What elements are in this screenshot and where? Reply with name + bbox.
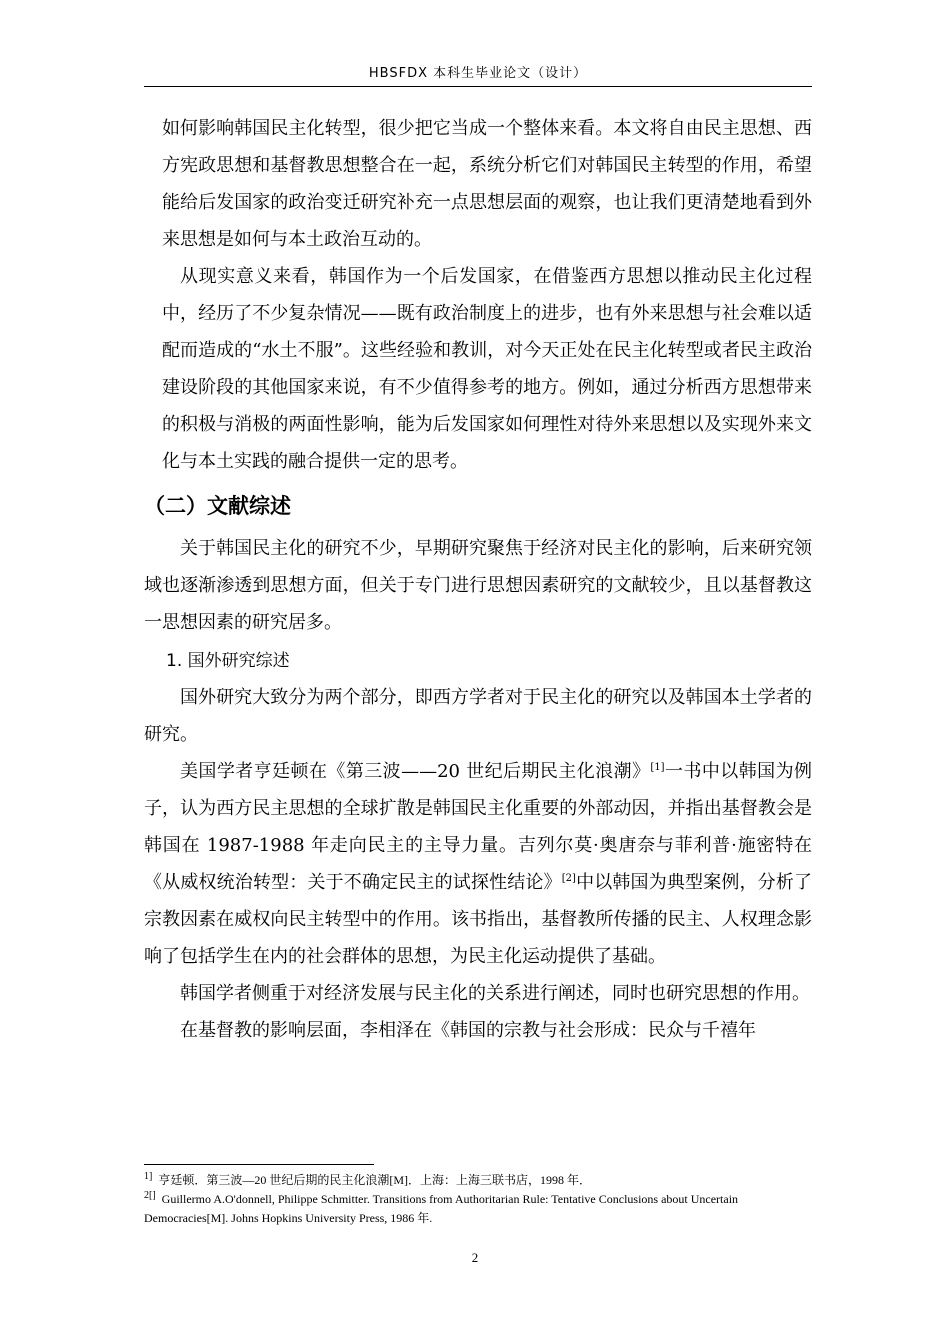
paragraph-text: 一书中以韩国为例子，认为西方民主思想的全球扩散是韩国民主化重要的外部动因，并指出基督教会是韩国在 1987-1988 年走向民主的主导力量。吉列尔莫·奥唐奈与菲利普·施密特在《从威权统治转型：关于不确定民主的试探性结论》 bbox=[144, 761, 813, 893]
section-heading: （二）文献综述 bbox=[144, 494, 291, 518]
footnotes bbox=[144, 1171, 812, 1228]
korean-scholars-paragraph: 韩国学者侧重于对经济发展与民主化的关系进行阐述，同时也研究思想的作用。 bbox=[180, 983, 810, 1004]
paragraph-text: 中以韩国为典型案例，分析了宗教因素在威权向民主转型中的作用。该书指出，基督教所传播的民主、人权理念影响了包括学生在内的社会群体的思想，为民主化运动提供了基础。 bbox=[144, 872, 813, 967]
christianity-paragraph: 在基督教的影响层面，李相泽在《韩国的宗教与社会形成：民众与千禧年 bbox=[180, 1020, 756, 1041]
footnote-text: 亨廷顿．第三波—20 世纪后期的民主化浪潮[M]．上海：上海三联书店，1998 年． bbox=[158, 1173, 592, 1187]
footnote-text: Guillermo A.O'donnell, Philippe Schmitter. Transitions from Authoritarian Rule: Tentative Conclusions about Uncertain Democracies[M]. Johns Hopkins University Press, 1986 年. bbox=[144, 1192, 739, 1225]
footnote-ref-1[interactable]: [1] bbox=[650, 762, 665, 773]
page-body bbox=[144, 110, 812, 1049]
section-paragraph: 关于韩国民主化的研究不少，早期研究聚焦于经济对民主化的影响，后来研究领域也逐渐渗透到思想方面，但关于专门进行思想因素研究的文献较少，且以基督教这一思想因素的研究居多。 bbox=[144, 538, 812, 633]
paragraph-text: 美国学者亨廷顿在《第三波——20 世纪后期民主化浪潮》 bbox=[180, 761, 651, 782]
subsection-heading: 1. 国外研究综述 bbox=[166, 651, 290, 671]
page-number: 2 bbox=[471, 1250, 479, 1265]
footnote-2 bbox=[144, 1190, 812, 1228]
footnote-mark: 1] bbox=[144, 1171, 153, 1182]
page-header: HBSFDX 本科生毕业论文（设计） bbox=[368, 66, 588, 81]
intro-paragraph-1: 如何影响韩国民主化转型，很少把它当成一个整体来看。本文将自由民主思想、西方宪政思想和基督教思想整合在一起，系统分析它们对韩国民主转型的作用，希望能给后发国家的政治变迁研究补充一点思想层面的观察，也让我们更清楚地看到外来思想是如何与本土政治互动的。 bbox=[162, 118, 812, 250]
footnote-ref-2[interactable]: [2] bbox=[561, 873, 576, 884]
header-divider bbox=[144, 86, 812, 87]
intro-paragraph-2: 从现实意义来看，韩国作为一个后发国家，在借鉴西方思想以推动民主化过程中，经历了不少复杂情况——既有政治制度上的进步，也有外来思想与社会难以适配而造成的“水土不服”。这些经验和教训，对今天正处在民主化转型或者民主政治建设阶段的其他国家来说，有不少值得参考的地方。例如，通过分析西方思想带来的积极与消极的两面性影响，能为后发国家如何理性对待外来思想以及实现外来文化与本土实践的融合提供一定的思考。 bbox=[162, 266, 812, 472]
footnote-mark: 2[] bbox=[144, 1190, 156, 1201]
foreign-research-paragraph-2 bbox=[144, 753, 812, 975]
foreign-research-paragraph-1: 国外研究大致分为两个部分，即西方学者对于民主化的研究以及韩国本土学者的研究。 bbox=[144, 687, 812, 745]
footnote-1 bbox=[144, 1171, 812, 1190]
footnote-divider bbox=[144, 1164, 374, 1165]
